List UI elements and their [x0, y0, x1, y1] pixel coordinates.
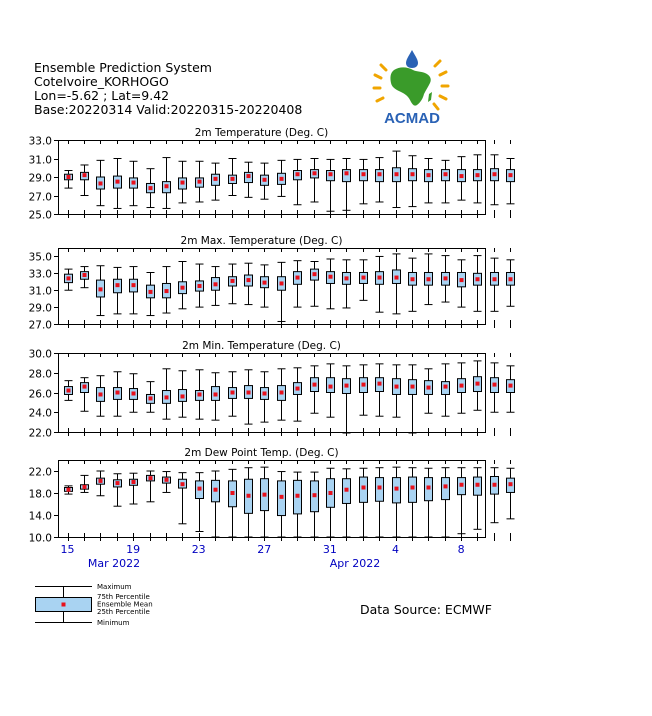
ensemble-mean-marker [509, 173, 513, 177]
ensemble-mean-marker [362, 276, 366, 280]
ensemble-mean-marker [263, 178, 267, 182]
ensemble-mean-marker [362, 383, 366, 387]
ensemble-mean-marker [247, 278, 251, 282]
ensemble-mean-marker [493, 172, 497, 176]
ensemble-mean-marker [296, 387, 300, 391]
iqr-box [360, 477, 368, 502]
ensemble-mean-marker [460, 174, 464, 178]
ensemble-mean-marker [198, 487, 202, 491]
y-tick-label: 35.0 [28, 251, 52, 264]
ensemble-mean-marker [116, 180, 120, 184]
plot-frame [59, 249, 486, 325]
ensemble-mean-marker [181, 181, 185, 185]
data-source-label: Data Source: ECMWF [360, 602, 492, 617]
ensemble-mean-marker [378, 276, 382, 280]
ensemble-mean-marker [444, 276, 448, 280]
ensemble-mean-marker [493, 483, 497, 487]
ensemble-mean-marker [313, 272, 317, 276]
ensemble-mean-marker [329, 385, 333, 389]
ensemble-mean-marker [99, 479, 103, 483]
ensemble-mean-marker [345, 276, 349, 280]
panel-title: 2m Max. Temperature (Deg. C) [180, 235, 343, 247]
ensemble-mean-marker [132, 480, 136, 484]
ensemble-mean-marker [476, 173, 480, 177]
x-day-label: 8 [457, 543, 465, 556]
ensemble-mean-marker [263, 391, 267, 395]
y-tick-label: 29.0 [28, 172, 52, 185]
y-tick-label: 22.0 [28, 466, 52, 479]
iqr-box [442, 478, 450, 500]
ensemble-mean-marker [460, 384, 464, 388]
ensemble-mean-marker [427, 277, 431, 281]
y-tick-label: 30.0 [28, 348, 52, 361]
ensemble-mean-marker [411, 486, 415, 490]
ensemble-mean-marker [165, 395, 169, 399]
y-tick-label: 24.0 [28, 407, 52, 420]
ensemble-mean-marker [395, 385, 399, 389]
y-tick-label: 18.0 [28, 488, 52, 501]
y-tick-label: 26.0 [28, 388, 52, 401]
ensemble-mean-marker [411, 385, 415, 389]
ensemble-mean-marker [214, 177, 218, 181]
ensemble-mean-marker [247, 494, 251, 498]
ensemble-mean-marker [181, 286, 185, 290]
ensemble-mean-marker [198, 180, 202, 184]
ensemble-mean-marker [165, 478, 169, 482]
y-tick-label: 14.0 [28, 510, 52, 523]
ensemble-mean-marker [263, 493, 267, 497]
ensemble-mean-marker [214, 392, 218, 396]
ensemble-mean-marker [296, 494, 300, 498]
ensemble-mean-marker [509, 384, 513, 388]
ensemble-mean-marker [509, 277, 513, 281]
ensemble-mean-marker [509, 482, 513, 486]
iqr-box [409, 477, 417, 502]
y-tick-label: 25.0 [28, 209, 52, 222]
x-day-label: 23 [191, 543, 206, 556]
legend-min-label: Minimum [97, 619, 130, 627]
ensemble-mean-marker [411, 277, 415, 281]
y-tick-label: 28.0 [28, 368, 52, 381]
ensemble-mean-marker [313, 383, 317, 387]
plot-frame [59, 141, 486, 215]
ensemble-mean-marker [460, 278, 464, 282]
ensemble-mean-marker [296, 276, 300, 280]
ensemble-mean-marker [345, 171, 349, 175]
ensemble-mean-marker [181, 394, 185, 398]
ensemble-mean-marker [83, 173, 87, 177]
legend-max-label: Maximum [97, 583, 132, 591]
ensemble-mean-marker [149, 186, 153, 190]
ensemble-mean-marker [247, 174, 251, 178]
x-month-label: Apr 2022 [329, 557, 381, 570]
ensemble-mean-marker [149, 290, 153, 294]
ensemble-mean-marker [362, 172, 366, 176]
ensemble-mean-marker [116, 391, 120, 395]
header-line-4: Base:20220314 Valid:20220315-20220408 [34, 102, 303, 117]
ensemble-mean-marker [132, 391, 136, 395]
x-day-label: 4 [392, 543, 399, 556]
header-line-3: Lon=-5.62 ; Lat=9.42 [34, 88, 170, 103]
ensemble-mean-marker [149, 396, 153, 400]
ensemble-mean-marker [99, 287, 103, 291]
ensemble-mean-marker [214, 282, 218, 286]
ensemble-mean-marker [231, 491, 235, 495]
x-month-label: Mar 2022 [87, 557, 141, 570]
ensemble-mean-marker [329, 275, 333, 279]
ensemble-mean-marker [67, 488, 71, 492]
ensemble-mean-marker [329, 172, 333, 176]
ensemble-mean-marker [444, 385, 448, 389]
legend-p25-label: 25th Percentile [97, 608, 150, 616]
ensemble-mean-marker [67, 389, 71, 393]
ensemble-mean-marker [378, 172, 382, 176]
ensemble-mean-marker [99, 392, 103, 396]
ensemble-mean-marker [280, 495, 284, 499]
ensemble-mean-marker [280, 281, 284, 285]
ensemble-mean-marker [198, 284, 202, 288]
y-tick-label: 31.0 [28, 285, 52, 298]
x-day-label: 19 [126, 543, 141, 556]
ensemble-mean-marker [83, 273, 87, 277]
ensemble-mean-marker [99, 181, 103, 185]
ensemble-mean-marker [378, 382, 382, 386]
ensemble-mean-marker [444, 484, 448, 488]
x-day-label: 31 [322, 543, 337, 556]
y-tick-label: 31.0 [28, 154, 52, 167]
ensemble-mean-marker [231, 391, 235, 395]
ensemble-mean-marker [395, 172, 399, 176]
ensemble-mean-marker [427, 486, 431, 490]
ensemble-mean-marker [493, 383, 497, 387]
ensemble-mean-marker [329, 491, 333, 495]
ensemble-mean-marker [116, 481, 120, 485]
ensemble-mean-marker [165, 184, 169, 188]
x-day-label: 15 [60, 543, 75, 556]
ensemble-mean-marker [378, 486, 382, 490]
header-line-2: CoteIvoire_KORHOGO [34, 74, 169, 89]
y-tick-label: 29.0 [28, 302, 52, 315]
ensemble-mean-marker [345, 384, 349, 388]
plot-frame [59, 461, 486, 538]
acmad-logo-text: ACMAD [384, 110, 440, 126]
ensemble-mean-marker [362, 486, 366, 490]
ensemble-mean-marker [476, 382, 480, 386]
header-line-1: Ensemble Prediction System [34, 60, 212, 75]
ensemble-mean-marker [411, 172, 415, 176]
ensemble-mean-marker [67, 276, 71, 280]
ensemble-mean-marker [493, 277, 497, 281]
legend-p75-label: 75th Percentile [97, 593, 150, 601]
plot-frame [59, 354, 486, 433]
panel-title: 2m Min. Temperature (Deg. C) [182, 340, 341, 352]
ensemble-mean-marker [181, 482, 185, 486]
ensemble-mean-marker [116, 283, 120, 287]
y-tick-label: 10.0 [28, 532, 52, 545]
ensemble-mean-marker [67, 175, 71, 179]
ensemble-mean-marker [296, 172, 300, 176]
ensemble-mean-marker [280, 177, 284, 181]
ensemble-mean-marker [395, 487, 399, 491]
ensemble-mean-marker [214, 488, 218, 492]
ensemble-mean-marker [444, 172, 448, 176]
y-tick-label: 27.0 [28, 191, 52, 204]
ensemble-mean-marker [460, 483, 464, 487]
ensemble-mean-marker [476, 277, 480, 281]
ensemble-mean-marker [247, 391, 251, 395]
ensemble-mean-marker [165, 289, 169, 293]
ensemble-mean-marker [132, 283, 136, 287]
ensemble-mean-marker [198, 392, 202, 396]
ensemble-mean-marker [427, 173, 431, 177]
panel-title: 2m Dew Point Temp. (Deg. C) [184, 447, 339, 459]
ensemble-mean-marker [395, 276, 399, 280]
ensemble-mean-marker [476, 483, 480, 487]
y-tick-label: 27.0 [28, 319, 52, 332]
legend-mean-label: Ensemble Mean [97, 600, 153, 609]
y-tick-label: 22.0 [28, 427, 52, 440]
x-day-label: 27 [257, 543, 272, 556]
ensemble-mean-marker [83, 385, 87, 389]
y-tick-label: 33.0 [28, 268, 52, 281]
ensemble-mean-marker [280, 391, 284, 395]
ensemble-mean-marker [313, 493, 317, 497]
y-tick-label: 33.0 [28, 135, 52, 148]
ensemble-mean-marker [427, 386, 431, 390]
ensemble-mean-marker [231, 177, 235, 181]
panel-title: 2m Temperature (Deg. C) [194, 127, 329, 139]
ensemble-mean-marker [132, 181, 136, 185]
ensemble-mean-marker [149, 476, 153, 480]
ensemble-mean-marker [263, 281, 267, 285]
ensemble-mean-marker [83, 485, 87, 489]
ensemble-mean-marker [231, 279, 235, 283]
ensemble-mean-marker [345, 488, 349, 492]
ensemble-mean-marker [313, 171, 317, 175]
